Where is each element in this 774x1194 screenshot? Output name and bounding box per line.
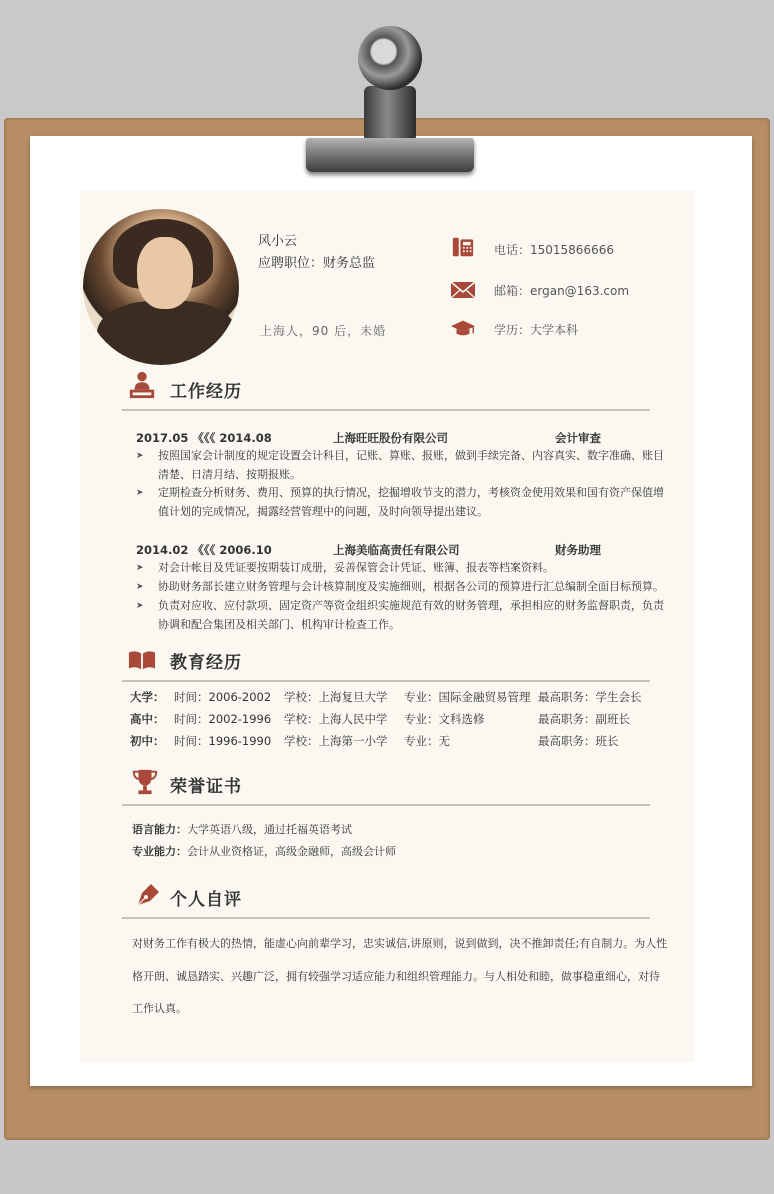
clip-bar	[364, 86, 416, 142]
honor-professional: 专业能力：会计从业资格证，高级金融师，高级会计师	[132, 845, 396, 858]
list-item: ➤ 定期检查分析财务、费用、预算的执行情况，挖掘增收节支的潜力，考核资金使用效果和国有资产保值增值计划的完成情况，揭露经营管理中的问题，及时向领导提出建议。	[136, 486, 664, 518]
profile-origin: 上海人，90 后，未婚	[260, 324, 387, 338]
divider	[122, 804, 650, 806]
honor-language: 语言能力：大学英语八级，通过托福英语考试	[132, 823, 352, 836]
contact-education: 学历：大学本科	[494, 323, 579, 337]
contact-phone: 电话：15015866666	[494, 243, 614, 257]
section-title-work: 工作经历	[170, 382, 242, 402]
job-1-period: 2017.05 《《《 2014.08	[136, 431, 272, 445]
list-item: ➤ 按照国家会计制度的规定设置会计科目，记账、算账、报账，做到手续完备、内容真实、数字准确、账目清楚、日清月结、按期报账。	[136, 449, 664, 481]
book-icon	[128, 646, 156, 674]
job-2-company: 上海美临高责任有限公司	[333, 543, 460, 557]
job-2-role: 财务助理	[555, 543, 601, 557]
job-2-period: 2014.02 《《《 2006.10	[136, 543, 272, 557]
trophy-icon	[131, 768, 159, 796]
profile-name: 风小云	[258, 234, 298, 249]
section-title-honors: 荣誉证书	[170, 777, 242, 797]
avatar	[83, 209, 239, 365]
person-desk-icon	[128, 371, 156, 399]
list-item: ➤ 负责对应收、应付款项、固定资产等资金组织实施规范有效的财务管理，承担相应的财务监督职责，负责协调和配合集团及相关部门、机构审计检查工作。	[136, 599, 664, 631]
bullet-arrow-icon: ➤	[136, 488, 144, 498]
self-eval-line-2: 格开朗、诚恳踏实、兴趣广泛，拥有较强学习适应能力和组织管理能力。与人相处和睦，做事稳重细心，对待	[132, 970, 660, 983]
list-item: ➤ 对会计帐目及凭证要按期装订成册，妥善保管会计凭证、账簿、报表等档案资料。	[136, 559, 666, 578]
contact-email: 邮箱：ergan@163.com	[494, 284, 630, 298]
job-1-role: 会计审查	[555, 431, 601, 445]
mail-icon	[450, 279, 476, 301]
divider	[122, 409, 650, 411]
binder-clip	[306, 138, 474, 172]
section-title-self: 个人自评	[170, 890, 242, 910]
divider	[122, 680, 650, 682]
bullet-arrow-icon: ➤	[136, 451, 144, 461]
self-eval-line-1: 对财务工作有极大的热情，能虚心向前辈学习，忠实诚信,讲原则，说到做到，决不推卸责任;有自制力。为人性	[132, 937, 668, 950]
bullet-arrow-icon: ➤	[136, 563, 144, 573]
phone-icon	[450, 236, 476, 258]
divider	[122, 917, 650, 919]
job-1-company: 上海旺旺股份有限公司	[333, 431, 448, 445]
graduation-cap-icon	[450, 317, 476, 339]
section-title-education: 教育经历	[170, 653, 242, 673]
bullet-arrow-icon: ➤	[136, 582, 144, 592]
self-eval-line-3: 工作认真。	[132, 1002, 187, 1015]
profile-position: 应聘职位：财务总监	[258, 256, 376, 271]
list-item: ➤ 协助财务部长建立财务管理与会计核算制度及实施细则，根据各公司的预算进行汇总编制全面目标预算。	[136, 578, 666, 597]
pen-nib-icon	[134, 881, 162, 909]
clip-ring	[358, 26, 422, 90]
bullet-arrow-icon: ➤	[136, 601, 144, 611]
